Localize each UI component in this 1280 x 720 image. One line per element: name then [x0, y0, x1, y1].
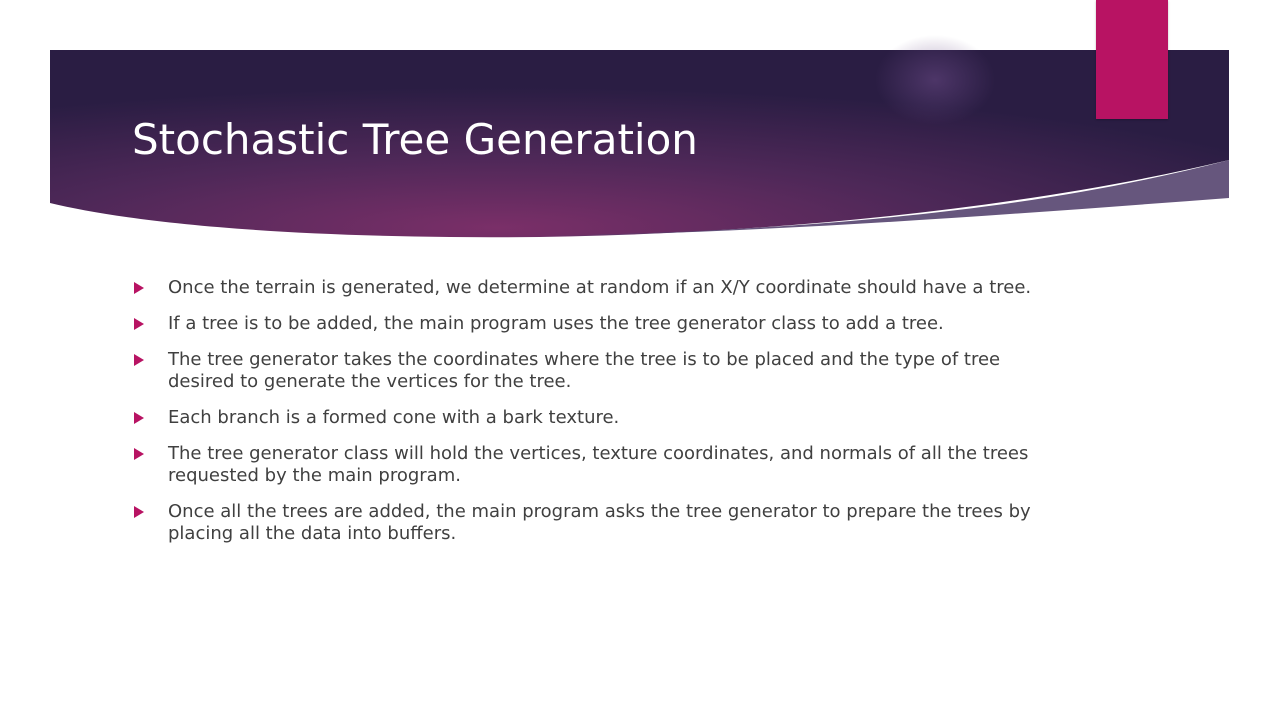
- right-triangle-icon: [134, 448, 144, 460]
- bullet-text: Once all the trees are added, the main program asks the tree generator to prepare the trees by placing all the data into buffers.: [168, 501, 1031, 544]
- list-item: [128, 313, 1048, 335]
- accent-tab: [1096, 0, 1168, 119]
- right-triangle-icon: [134, 318, 144, 330]
- slide-title: Stochastic Tree Generation: [132, 115, 698, 164]
- bullet-text: Each branch is a formed cone with a bark texture.: [168, 407, 620, 428]
- right-triangle-icon: [134, 282, 144, 294]
- list-item: [128, 277, 1048, 299]
- right-triangle-icon: [134, 506, 144, 518]
- list-item: [128, 407, 1048, 429]
- list-item: [128, 443, 1048, 487]
- bullet-text: The tree generator class will hold the vertices, texture coordinates, and normals of all the trees requested by the main program.: [168, 443, 1029, 486]
- right-triangle-icon: [134, 412, 144, 424]
- list-item: [128, 349, 1048, 393]
- bullet-text: The tree generator takes the coordinates where the tree is to be placed and the type of tree desired to generate the vertices for the tree.: [168, 349, 1001, 392]
- right-triangle-icon: [134, 354, 144, 366]
- list-item: [128, 501, 1048, 545]
- bullet-text: Once the terrain is generated, we determine at random if an X/Y coordinate should have a tree.: [168, 277, 1032, 298]
- bullet-list: [128, 277, 1048, 559]
- bullet-text: If a tree is to be added, the main program uses the tree generator class to add a tree.: [168, 313, 944, 334]
